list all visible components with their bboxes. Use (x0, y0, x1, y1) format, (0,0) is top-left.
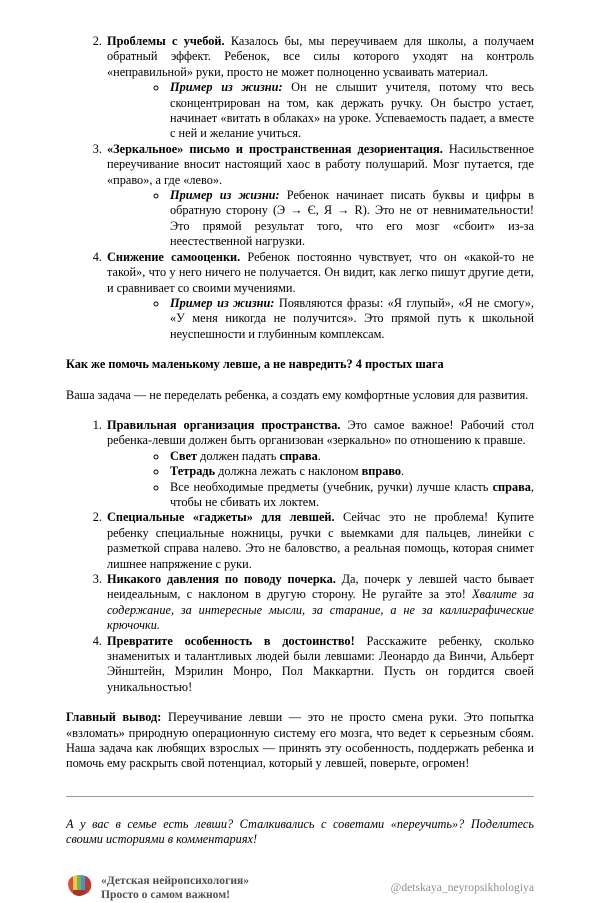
tip-item: ◦ Все необходимые предметы (учебник, ручки) лучше класть справа, чтобы не сбивать их локтем. (168, 480, 534, 511)
section-divider (66, 796, 534, 797)
paragraph-spacer (66, 403, 534, 418)
list-item (105, 634, 534, 696)
footer (66, 874, 534, 903)
list-item (105, 572, 534, 634)
brand-block (66, 874, 249, 903)
brand-name: «Детская нейропсихология» (101, 873, 250, 887)
list-item-text: Превратите особенность в достоинство! Расскажите ребенку, сколько знаменитых и талантливых людей были левшами: Леонардо да Винчи, Альберт Эйнштейн, Мэрилин Монро, Пол Маккартни. Пусть он гордится своей уникальностью! (107, 633, 534, 694)
brand-text (101, 874, 249, 903)
example-sublist (107, 80, 534, 142)
list-item-text: Проблемы с учебой. Казалось бы, мы переучиваем для школы, а получаем обратный эффект. Ребенок, все силы которого уходят на контроль «неправильной» руки, просто не может полноценно усваивать материал. (107, 34, 535, 79)
list-item (105, 34, 534, 142)
list-item-text: Снижение самооценки. Ребенок постоянно чувствует, что он «какой-то не такой», что у него ничего не получается. Он видит, как легко пишут другие дети, и сравнивает со своими мучениями. (107, 249, 534, 295)
list-item-text: Никакого давления по поводу почерка. Да, почерк у левшей часто бывает неидеальным, с наклоном в другую сторону. Не ругайте за это! Хвалите за содержание, за интересные мысли, за старание, а не за каллиграфические крючочки. (107, 572, 534, 633)
paragraph-spacer (66, 695, 534, 710)
list-item (105, 418, 534, 510)
rainbow-brain-icon (66, 874, 93, 901)
list-item-text: Правильная организация пространства. Это самое важное! Рабочий стол ребенка-левши должен быть организован «зеркально» по отношению к правше. (107, 417, 534, 448)
example-item: ◦ Пример из жизни: Ребенок начинает писать буквы и цифры в обратную сторону (Э → Є, Я → R). Это не от невнимательности! Это прямой результат того, что его мозг «сбоит» из-за неестественной нагрузки. (168, 188, 534, 250)
list-item (105, 510, 534, 572)
intro-paragraph: Ваша задача — не переделать ребенка, а создать ему комфортные условия для развития. (66, 387, 529, 402)
list-item-text: «Зеркальное» письмо и пространственная дезориентация. Насильственное переучивание вносит настоящий хаос в работу полушарий. Мозг путается, где «право», а где «лево». (107, 141, 534, 187)
list-item-text: Специальные «гаджеты» для левшей. Сейчас это не проблема! Купите ребенку специальные ножницы, ручки с выемками для пальцев, линейки с разметкой справа налево. Это не баловство, а реальная помощь, которая снимет лишнее напряжение с руки. (107, 510, 534, 571)
tips-sublist (107, 449, 534, 511)
question-paragraph: А у вас в семье есть левши? Сталкивались с советами «переучить»? Поделитесь своими историями в комментариях! (66, 816, 534, 847)
social-handle: @detskaya_neyropsikhologiya (390, 881, 534, 895)
tip-item: ◦ Свет должен падать справа. (168, 449, 534, 464)
list-item (105, 250, 534, 342)
list-item (105, 142, 534, 250)
example-item: ◦ Пример из жизни: Появляются фразы: «Я глупый», «Я не смогу», «У меня никогда не получится». Это прямой путь к школьной неуспешности и глубинным комплексам. (168, 296, 534, 342)
steps-list (66, 418, 534, 695)
consequences-list (66, 34, 534, 342)
tip-item: ◦ Тетрадь должна лежать с наклоном вправо. (168, 464, 534, 479)
example-sublist (107, 296, 534, 342)
conclusion-paragraph: Главный вывод: Переучивание левши — это не просто смена руки. Это попытка «взломать» природную операционную систему его мозга, что ведет к серьезным сбоям. Наша задача как любящих взрослых — принять эту особенность, поддержать ребенка и помочь ему раскрыть свой потенциал, который у левшей, поверьте, огромен! (66, 710, 534, 771)
section-heading: Как же помочь маленькому левше, а не навредить? 4 простых шага (66, 357, 444, 372)
brand-tagline: Просто о самом важном! (101, 888, 231, 902)
example-sublist (107, 188, 534, 250)
example-item: ◦ Пример из жизни: Он не слышит учителя, потому что весь сконцентрирован на том, как держать ручку. Он быстро устает, начинает «витать в облаках» на уроке. Успеваемость падает, а вместе с ней и желание учиться. (168, 80, 534, 142)
